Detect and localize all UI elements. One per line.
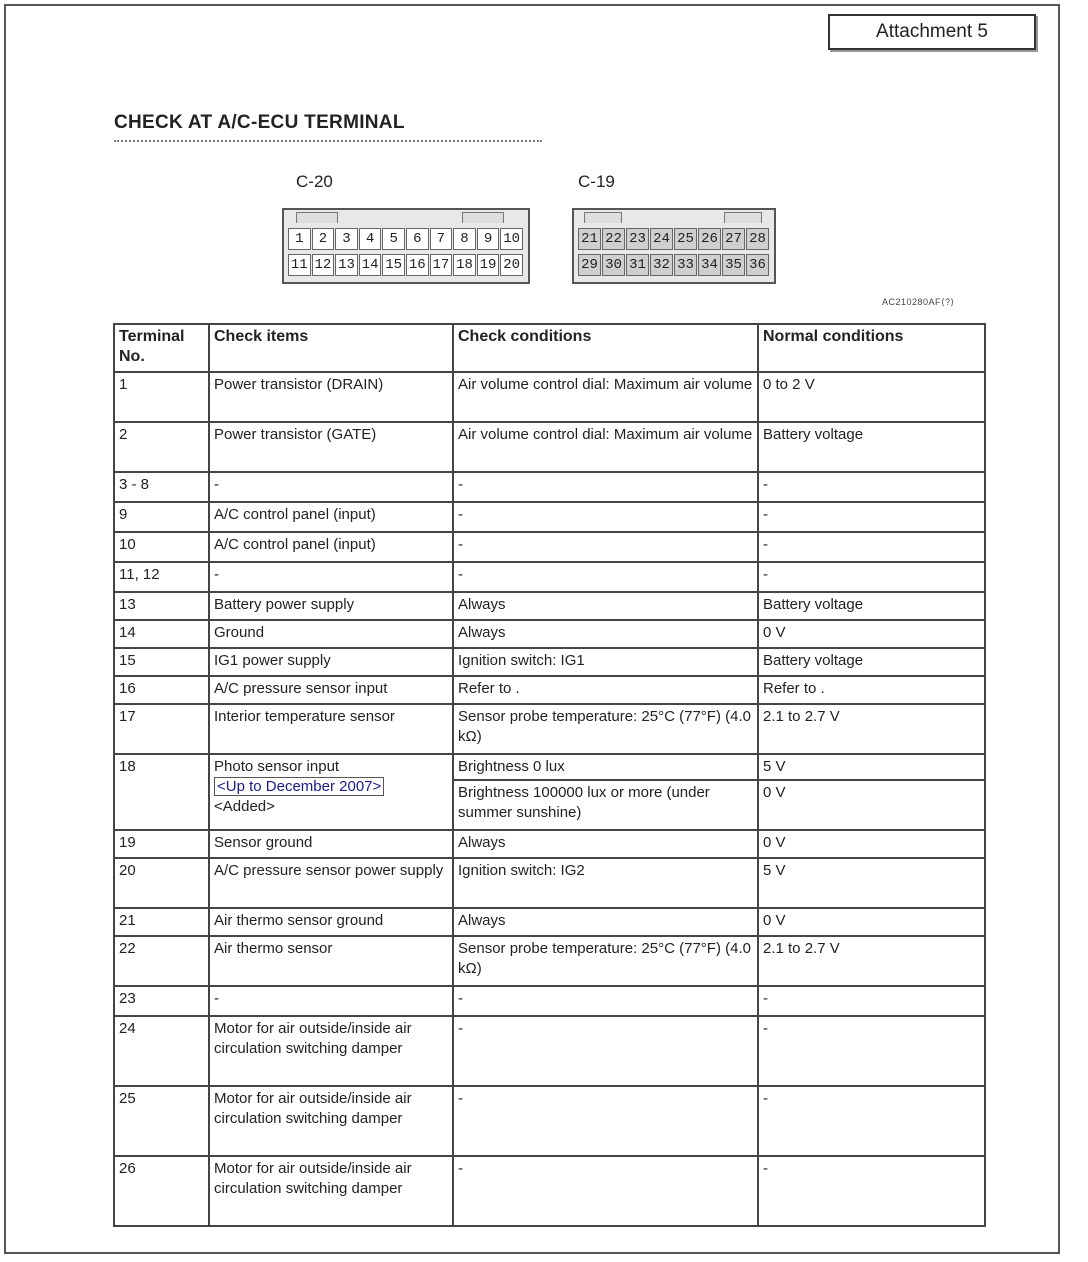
connector-c19-diagram (572, 208, 776, 284)
connector-pin: 19 (477, 254, 500, 276)
check-condition-cell: - (453, 986, 758, 1016)
terminal-no-cell: 14 (114, 620, 209, 648)
connector-pin: 9 (477, 228, 500, 250)
check-item-cell: A/C pressure sensor power supply (209, 858, 453, 908)
terminal-no-cell: 9 (114, 502, 209, 532)
normal-condition-cell: - (758, 1086, 985, 1156)
connector-pin: 33 (674, 254, 697, 276)
connector-latch (462, 212, 504, 223)
connector-c20-row1 (288, 228, 524, 250)
header-normal-conditions: Normal conditions (758, 324, 985, 372)
terminal-no-cell: 11, 12 (114, 562, 209, 592)
connector-pin: 10 (500, 228, 523, 250)
normal-condition-cell: - (758, 532, 985, 562)
connector-pin: 36 (746, 254, 769, 276)
connector-pin: 25 (674, 228, 697, 250)
connector-pin: 12 (312, 254, 335, 276)
check-item-cell: Ground (209, 620, 453, 648)
check-condition-cell: Always (453, 592, 758, 620)
connector-pin: 14 (359, 254, 382, 276)
terminal-no-cell: 26 (114, 1156, 209, 1226)
connector-pin: 13 (335, 254, 358, 276)
check-item-cell: Motor for air outside/inside air circulation switching damper (209, 1086, 453, 1156)
table-row (114, 830, 985, 858)
check-condition-cell: Always (453, 830, 758, 858)
normal-condition-cell: 5 V (758, 858, 985, 908)
terminal-no-cell: 17 (114, 704, 209, 754)
connector-pin: 31 (626, 254, 649, 276)
connector-pin: 5 (382, 228, 405, 250)
table-row (114, 936, 985, 986)
check-item-cell: Air thermo sensor ground (209, 908, 453, 936)
connector-pin: 24 (650, 228, 673, 250)
check-condition-cell: Sensor probe temperature: 25°C (77°F) (4.0 kΩ) (453, 936, 758, 986)
table-row (114, 704, 985, 754)
normal-condition-cell: 0 V (758, 780, 985, 830)
connector-pin: 3 (335, 228, 358, 250)
connector-pin: 4 (359, 228, 382, 250)
check-item-cell (209, 754, 453, 830)
normal-condition-cell: Refer to . (758, 676, 985, 704)
terminal-no-cell: 19 (114, 830, 209, 858)
table-row (114, 620, 985, 648)
connector-pin: 16 (406, 254, 429, 276)
connector-latch (724, 212, 762, 223)
normal-condition-cell: - (758, 986, 985, 1016)
check-item-cell: Motor for air outside/inside air circulation switching damper (209, 1016, 453, 1086)
terminal-no-cell: 3 - 8 (114, 472, 209, 502)
check-condition-cell: Brightness 100000 lux or more (under summer sunshine) (453, 780, 758, 830)
header-check-items: Check items (209, 324, 453, 372)
connector-latch (296, 212, 338, 223)
connector-pin: 17 (430, 254, 453, 276)
connector-pin: 30 (602, 254, 625, 276)
normal-condition-cell: 0 V (758, 830, 985, 858)
terminal-no-cell: 18 (114, 754, 209, 830)
connector-pin: 7 (430, 228, 453, 250)
connector-pin: 35 (722, 254, 745, 276)
revision-link[interactable]: <Up to December 2007> (214, 777, 384, 796)
connector-pin: 2 (312, 228, 335, 250)
table-row (114, 372, 985, 422)
table-row (114, 858, 985, 908)
connector-pin: 15 (382, 254, 405, 276)
normal-condition-cell: Battery voltage (758, 648, 985, 676)
table-row (114, 472, 985, 502)
normal-condition-cell: - (758, 472, 985, 502)
connector-pin: 11 (288, 254, 311, 276)
check-item-cell: - (209, 472, 453, 502)
check-item-cell: A/C pressure sensor input (209, 676, 453, 704)
connector-c20-row2 (288, 254, 524, 276)
table-row (114, 1086, 985, 1156)
header-terminal-no: Terminal No. (114, 324, 209, 372)
terminal-no-cell: 20 (114, 858, 209, 908)
check-item-cell: - (209, 986, 453, 1016)
check-item-cell: A/C control panel (input) (209, 532, 453, 562)
revision-note: <Added> (214, 798, 275, 815)
check-condition-cell: Ignition switch: IG1 (453, 648, 758, 676)
terminal-no-cell: 23 (114, 986, 209, 1016)
table-row (114, 676, 985, 704)
connector-pin: 28 (746, 228, 769, 250)
check-item-cell: IG1 power supply (209, 648, 453, 676)
table-row (114, 592, 985, 620)
normal-condition-cell: 2.1 to 2.7 V (758, 704, 985, 754)
connector-c20-diagram (282, 208, 530, 284)
connector-pin: 1 (288, 228, 311, 250)
title-underline (114, 140, 542, 142)
table-header-row (114, 324, 985, 372)
check-item-cell: Sensor ground (209, 830, 453, 858)
terminal-no-cell: 22 (114, 936, 209, 986)
normal-condition-cell: - (758, 562, 985, 592)
connector-pin: 22 (602, 228, 625, 250)
check-item-cell: Interior temperature sensor (209, 704, 453, 754)
connector-c19-label: C-19 (578, 172, 615, 191)
check-condition-cell: - (453, 532, 758, 562)
normal-condition-cell: - (758, 1016, 985, 1086)
attachment-label: Attachment 5 (828, 14, 1036, 50)
check-condition-cell: Ignition switch: IG2 (453, 858, 758, 908)
check-condition-cell: Sensor probe temperature: 25°C (77°F) (4.0 kΩ) (453, 704, 758, 754)
connector-pin: 27 (722, 228, 745, 250)
check-item-cell: Battery power supply (209, 592, 453, 620)
connector-c19-row1 (578, 228, 770, 250)
normal-condition-cell: Battery voltage (758, 422, 985, 472)
connector-latch (584, 212, 622, 223)
normal-condition-cell: 0 V (758, 908, 985, 936)
connector-pin: 20 (500, 254, 523, 276)
header-check-conditions: Check conditions (453, 324, 758, 372)
connector-c19-row2 (578, 254, 770, 276)
table-row (114, 422, 985, 472)
check-condition-cell: Refer to . (453, 676, 758, 704)
terminal-no-cell: 2 (114, 422, 209, 472)
table-row (114, 502, 985, 532)
check-condition-cell: - (453, 1086, 758, 1156)
table-row (114, 986, 985, 1016)
normal-condition-cell: - (758, 1156, 985, 1226)
terminal-check-table (113, 323, 986, 1227)
check-item-cell: Air thermo sensor (209, 936, 453, 986)
normal-condition-cell: Battery voltage (758, 592, 985, 620)
connector-pin: 8 (453, 228, 476, 250)
connector-pin: 18 (453, 254, 476, 276)
table-row (114, 532, 985, 562)
check-condition-cell: Air volume control dial: Maximum air volume (453, 422, 758, 472)
table-row (114, 648, 985, 676)
terminal-no-cell: 21 (114, 908, 209, 936)
table-row (114, 1156, 985, 1226)
figure-code: AC210280AF⟨?⟩ (882, 297, 955, 307)
terminal-no-cell: 24 (114, 1016, 209, 1086)
check-item-cell: - (209, 562, 453, 592)
table-row (114, 908, 985, 936)
check-condition-cell: Air volume control dial: Maximum air volume (453, 372, 758, 422)
revision-link-wrapper (214, 777, 448, 797)
connector-pin: 34 (698, 254, 721, 276)
terminal-no-cell: 15 (114, 648, 209, 676)
connector-c20-label: C-20 (296, 172, 333, 191)
check-item-cell: Power transistor (GATE) (209, 422, 453, 472)
table-row (114, 1016, 985, 1086)
connector-pin: 23 (626, 228, 649, 250)
check-condition-cell: Always (453, 908, 758, 936)
normal-condition-cell: 5 V (758, 754, 985, 780)
connector-pin: 6 (406, 228, 429, 250)
terminal-no-cell: 16 (114, 676, 209, 704)
check-condition-cell: Brightness 0 lux (453, 754, 758, 780)
normal-condition-cell: 2.1 to 2.7 V (758, 936, 985, 986)
terminal-no-cell: 13 (114, 592, 209, 620)
table-row (114, 562, 985, 592)
terminal-no-cell: 25 (114, 1086, 209, 1156)
terminal-no-cell: 1 (114, 372, 209, 422)
check-condition-cell: Always (453, 620, 758, 648)
connector-pin: 21 (578, 228, 601, 250)
check-condition-cell: - (453, 562, 758, 592)
check-condition-cell: - (453, 472, 758, 502)
normal-condition-cell: - (758, 502, 985, 532)
table-row (114, 754, 985, 780)
normal-condition-cell: 0 to 2 V (758, 372, 985, 422)
check-item-cell: A/C control panel (input) (209, 502, 453, 532)
check-item-cell: Power transistor (DRAIN) (209, 372, 453, 422)
check-item-text: Photo sensor input (214, 758, 340, 775)
check-condition-cell: - (453, 1156, 758, 1226)
terminal-no-cell: 10 (114, 532, 209, 562)
normal-condition-cell: 0 V (758, 620, 985, 648)
check-item-cell: Motor for air outside/inside air circulation switching damper (209, 1156, 453, 1226)
connector-pin: 32 (650, 254, 673, 276)
check-condition-cell: - (453, 1016, 758, 1086)
connector-pin: 26 (698, 228, 721, 250)
connector-pin: 29 (578, 254, 601, 276)
page-title: CHECK AT A/C-ECU TERMINAL (114, 112, 405, 133)
check-condition-cell: - (453, 502, 758, 532)
